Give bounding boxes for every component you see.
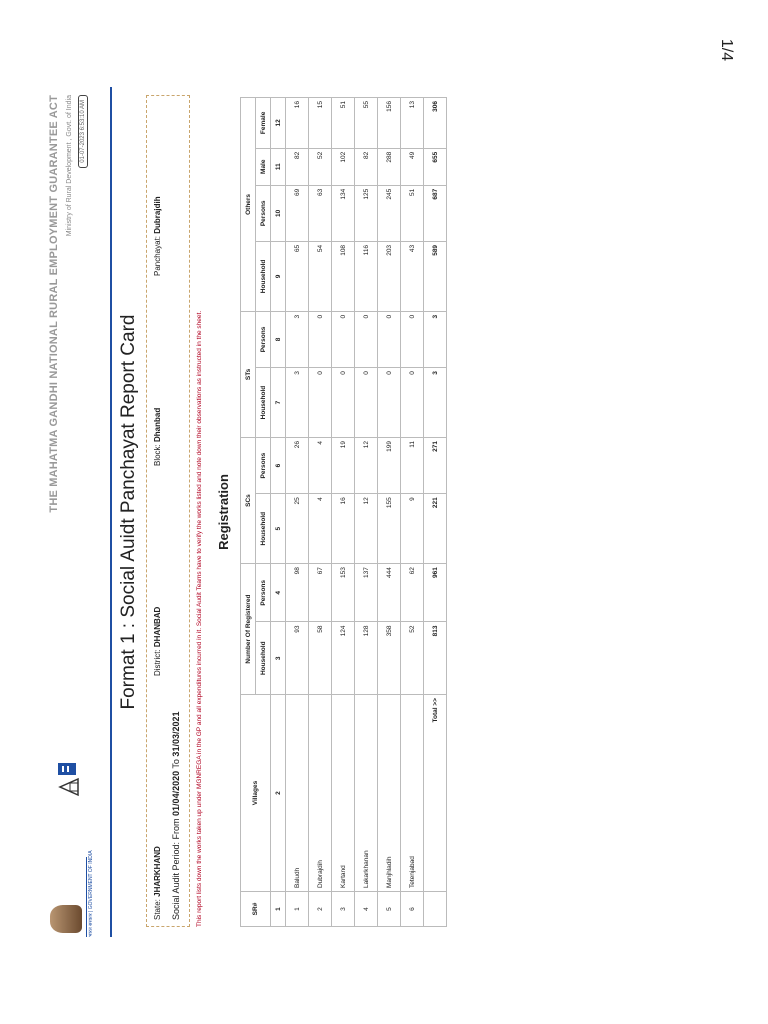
total-label: Total >> [424,695,447,892]
nrega-logo-icon [54,761,80,797]
cell: 0 [378,311,401,367]
col-number: 4 [271,564,286,622]
cell: 0 [332,311,355,367]
table-row [401,98,424,927]
cell-sr: 4 [355,892,378,927]
cell: 245 [378,185,401,241]
col-number: 2 [271,695,286,892]
col-number: 3 [271,622,286,695]
cell: 358 [378,622,401,695]
ministry-label: Ministry of Rural Development , Govt. of India [66,95,73,237]
block-label: Block: [153,441,162,466]
cell: 16 [332,494,355,564]
cell: 12 [355,437,378,493]
cell: 0 [355,368,378,438]
col-header: Household [256,622,271,695]
col-header: Household [256,368,271,438]
period-label: Social Audit Period: From [171,815,181,920]
cell: 9 [401,494,424,564]
cell: 116 [355,241,378,311]
cell: 199 [378,437,401,493]
col-number: 11 [271,148,286,185]
cell: 0 [401,368,424,438]
state-label: State: [153,896,162,920]
cell-village: Baludh [286,695,309,892]
col-number: 6 [271,437,286,493]
cell: 62 [401,564,424,622]
total-cell: 655 [424,148,447,185]
cell-sr: 2 [309,892,332,927]
cell-village: Tetenjabad [401,695,424,892]
cell: 203 [378,241,401,311]
act-title: THE MAHATMA GANDHI NATIONAL RURAL EMPLOYMENT GUARANTEE ACT [48,95,60,513]
cell: 0 [309,311,332,367]
district-info [153,607,162,676]
period-to: 31/03/2021 [171,711,181,757]
cell: 55 [355,98,378,149]
total-cell: 3 [424,368,447,438]
col-header: Household [256,494,271,564]
cell: 444 [378,564,401,622]
cell: 288 [378,148,401,185]
district-label: District: [153,647,162,676]
block-value: Dhanbad [153,407,162,442]
cell: 128 [355,622,378,695]
period-to-label: To [171,756,181,771]
cell: 65 [286,241,309,311]
total-cell: 961 [424,564,447,622]
col-number: 9 [271,241,286,311]
panchayat-value: Dubrajdih [153,196,162,234]
cell: 11 [401,437,424,493]
cell: 98 [286,564,309,622]
table-row [332,98,355,927]
col-number: 8 [271,311,286,367]
col-header: Female [256,98,271,149]
national-emblem-icon [50,905,82,933]
col-number: 5 [271,494,286,564]
col-header: Persons [256,564,271,622]
cell: 134 [332,185,355,241]
cell-sr: 1 [286,892,309,927]
group-header-sts: STs [241,311,256,437]
col-header: Persons [256,437,271,493]
cell: 63 [309,185,332,241]
cell: 49 [401,148,424,185]
page-number: 1/4 [718,38,735,62]
col-header: Persons [256,311,271,367]
report-title: Format 1 : Social Auidt Panchayat Report Card [118,314,139,710]
state-value: JHARKHAND [153,846,162,897]
group-header-registered: Number Of Registered [241,564,256,695]
cell-village: Manjhladih [378,695,401,892]
cell-village: Lakarkhanan [355,695,378,892]
cell: 125 [355,185,378,241]
cell: 52 [309,148,332,185]
cell: 155 [378,494,401,564]
cell: 124 [332,622,355,695]
col-number: 10 [271,185,286,241]
group-header-row [241,98,256,927]
emblem-caption: भारत सरकार | GOVERNMENT OF INDIA [88,850,94,937]
table-row [378,98,401,927]
cell-village: Dubrajdih [309,695,332,892]
instruction-notice: This report lists down the works taken up under MGNREGA in the GP and all expenditures incurred in it. Social Audit Teams have to verify the works listed and note down their observations as instructed in the sheet. [196,310,203,927]
cell: 51 [332,98,355,149]
cell: 13 [401,98,424,149]
panchayat-label: Panchayat: [153,233,162,276]
col-number: 7 [271,368,286,438]
table-row [309,98,332,927]
cell: 58 [309,622,332,695]
header-divider [110,87,112,937]
registration-table [240,97,447,927]
report-info-box [146,95,190,927]
cell: 82 [286,148,309,185]
cell: 12 [355,494,378,564]
cell: 3 [286,311,309,367]
cell-empty [424,892,447,927]
cell-village: Kartand [332,695,355,892]
total-row [424,98,447,927]
table-row [355,98,378,927]
total-cell: 3 [424,311,447,367]
cell: 51 [401,185,424,241]
report-page [44,87,724,937]
cell: 54 [309,241,332,311]
col-header: Male [256,148,271,185]
total-cell: 813 [424,622,447,695]
group-header-scs: SCs [241,437,256,563]
panchayat-info [153,196,162,276]
cell: 0 [309,368,332,438]
audit-period [171,712,181,920]
total-cell: 687 [424,185,447,241]
report-sheet [44,87,724,937]
report-datetime: 01-07-2023 6:53:10 AM [78,95,88,168]
state-info [153,846,162,920]
cell: 4 [309,494,332,564]
cell: 137 [355,564,378,622]
cell: 16 [286,98,309,149]
block-info [153,408,162,466]
district-value: DHANBAD [153,606,162,648]
col-header: Persons [256,185,271,241]
section-title: Registration [216,474,231,550]
cell: 0 [401,311,424,367]
cell: 153 [332,564,355,622]
col-header: Household [256,241,271,311]
cell: 52 [401,622,424,695]
cell-sr: 6 [401,892,424,927]
group-header-others: Others [241,98,256,312]
page-header [44,87,114,937]
total-cell: 589 [424,241,447,311]
cell: 15 [309,98,332,149]
cell-sr: 3 [332,892,355,927]
cell: 25 [286,494,309,564]
cell: 3 [286,368,309,438]
total-cell: 306 [424,98,447,149]
cell: 67 [309,564,332,622]
col-number-row [271,98,286,927]
col-number: 1 [271,892,286,927]
cell-sr: 5 [378,892,401,927]
cell: 82 [355,148,378,185]
cell: 69 [286,185,309,241]
cell: 156 [378,98,401,149]
total-cell: 221 [424,494,447,564]
cell: 43 [401,241,424,311]
period-from: 01/04/2020 [171,770,181,816]
cell: 108 [332,241,355,311]
cell: 0 [332,368,355,438]
cell: 93 [286,622,309,695]
cell: 0 [355,311,378,367]
total-cell: 271 [424,437,447,493]
cell: 26 [286,437,309,493]
cell: 0 [378,368,401,438]
col-header-villages: Villages [241,695,271,892]
table-row [286,98,309,927]
cell: 102 [332,148,355,185]
col-header-sr: SR# [241,892,271,927]
cell: 4 [309,437,332,493]
col-number: 12 [271,98,286,149]
cell: 19 [332,437,355,493]
